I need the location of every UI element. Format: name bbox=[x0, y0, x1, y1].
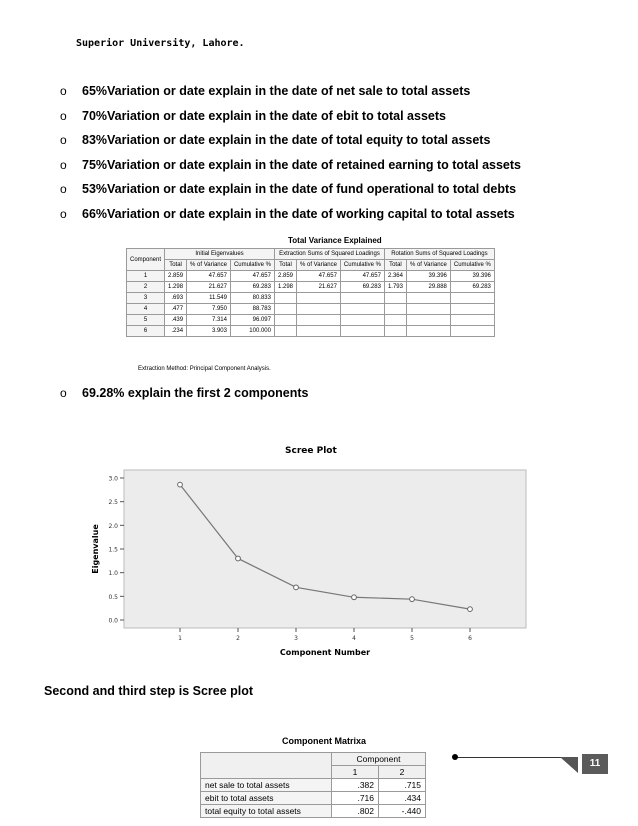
data-point bbox=[352, 595, 357, 600]
x-tick-label: 6 bbox=[468, 635, 472, 642]
component-cell: 6 bbox=[127, 326, 165, 337]
sub-header: Cumulative % bbox=[450, 260, 494, 271]
cell bbox=[406, 293, 450, 304]
variance-table bbox=[126, 248, 495, 337]
row-label: total equity to total assets bbox=[201, 805, 332, 818]
cell: .716 bbox=[332, 792, 379, 805]
cell bbox=[384, 315, 406, 326]
cell: 69.283 bbox=[340, 282, 384, 293]
cell: 21.627 bbox=[187, 282, 231, 293]
table-row bbox=[127, 271, 495, 282]
bullet-text: 65%Variation or date explain in the date of net sale to total assets bbox=[82, 84, 471, 98]
cell: 39.396 bbox=[406, 271, 450, 282]
component-matrix-title: Component Matrixa bbox=[282, 736, 367, 746]
bullet-mark: o bbox=[60, 108, 67, 123]
bullet-text: 70%Variation or date explain in the date of ebit to total assets bbox=[82, 108, 446, 123]
page-rule bbox=[456, 757, 576, 758]
cell bbox=[297, 293, 341, 304]
cell: .439 bbox=[165, 315, 187, 326]
cell bbox=[274, 304, 296, 315]
list-item bbox=[60, 82, 521, 107]
chart-title: Scree Plot bbox=[285, 446, 337, 456]
cell: .715 bbox=[379, 779, 426, 792]
cell: 96.097 bbox=[230, 315, 274, 326]
cell bbox=[340, 304, 384, 315]
cell: 47.657 bbox=[187, 271, 231, 282]
data-point bbox=[468, 607, 473, 612]
sub-header: Total bbox=[274, 260, 296, 271]
table-note: Extraction Method: Principal Component Analysis. bbox=[138, 366, 271, 372]
cell bbox=[450, 315, 494, 326]
cell: 3.903 bbox=[187, 326, 231, 337]
blank-header bbox=[201, 753, 332, 779]
bullet-mark: o bbox=[60, 182, 67, 196]
cell bbox=[406, 326, 450, 337]
cell bbox=[450, 304, 494, 315]
page-ornament bbox=[560, 757, 578, 773]
cell: 2.859 bbox=[165, 271, 187, 282]
data-point bbox=[178, 482, 183, 487]
y-tick-label: 0.0 bbox=[108, 617, 118, 625]
section-caption: Second and third step is Scree plot bbox=[44, 684, 254, 698]
data-point bbox=[410, 597, 415, 602]
bullet-mark: o bbox=[60, 206, 67, 221]
component-cell: 3 bbox=[127, 293, 165, 304]
row-label: ebit to total assets bbox=[201, 792, 332, 805]
group-header: Initial Eigenvalues bbox=[165, 249, 275, 260]
component-cell: 5 bbox=[127, 315, 165, 326]
plot-area bbox=[124, 470, 526, 628]
list-item bbox=[60, 205, 521, 230]
sub-header: % of Variance bbox=[406, 260, 450, 271]
data-point bbox=[236, 556, 241, 561]
summary-bullet bbox=[60, 386, 308, 400]
sub-header: Cumulative % bbox=[230, 260, 274, 271]
cell: 1.298 bbox=[165, 282, 187, 293]
cell: .477 bbox=[165, 304, 187, 315]
cell: .802 bbox=[332, 805, 379, 818]
y-tick-label: 1.0 bbox=[108, 570, 118, 578]
col-header: 2 bbox=[379, 766, 426, 779]
cell: 88.783 bbox=[230, 304, 274, 315]
cell: -.440 bbox=[379, 805, 426, 818]
bullet-mark: o bbox=[60, 84, 67, 98]
group-header: Rotation Sums of Squared Loadings bbox=[384, 249, 494, 260]
table-row bbox=[201, 792, 426, 805]
cell: 80.833 bbox=[230, 293, 274, 304]
y-tick-label: 2.0 bbox=[108, 522, 118, 530]
cell: 47.657 bbox=[340, 271, 384, 282]
x-tick-label: 2 bbox=[236, 635, 240, 642]
y-tick-label: 3.0 bbox=[108, 475, 118, 483]
cell: 1.298 bbox=[274, 282, 296, 293]
component-cell: 4 bbox=[127, 304, 165, 315]
cell: .693 bbox=[165, 293, 187, 304]
cell bbox=[384, 293, 406, 304]
cell: .434 bbox=[379, 792, 426, 805]
page-rule-dot bbox=[452, 754, 458, 760]
cell: 47.657 bbox=[297, 271, 341, 282]
bullet-mark: o bbox=[60, 386, 67, 400]
cell bbox=[340, 293, 384, 304]
bullet-list bbox=[60, 82, 521, 229]
sub-header: Total bbox=[384, 260, 406, 271]
cell bbox=[274, 293, 296, 304]
cell bbox=[274, 326, 296, 337]
list-item bbox=[60, 180, 521, 205]
cell bbox=[340, 326, 384, 337]
cell: 69.283 bbox=[230, 282, 274, 293]
cell: 39.396 bbox=[450, 271, 494, 282]
cell: 11.549 bbox=[187, 293, 231, 304]
component-cell: 2 bbox=[127, 282, 165, 293]
table-row bbox=[201, 805, 426, 818]
variance-table-title: Total Variance Explained bbox=[288, 236, 382, 245]
table-row bbox=[127, 304, 495, 315]
cell bbox=[384, 326, 406, 337]
bullet-text: 66%Variation or date explain in the date of working capital to total assets bbox=[82, 206, 515, 221]
cell: 29.888 bbox=[406, 282, 450, 293]
cell bbox=[406, 304, 450, 315]
x-axis-label: Component Number bbox=[279, 648, 371, 657]
table-row bbox=[127, 282, 495, 293]
cell bbox=[450, 293, 494, 304]
x-tick-label: 1 bbox=[178, 635, 182, 642]
x-tick-label: 5 bbox=[410, 635, 414, 642]
bullet-text: 75%Variation or date explain in the date of retained earning to total assets bbox=[82, 157, 522, 172]
cell: 1.793 bbox=[384, 282, 406, 293]
cell: 7.950 bbox=[187, 304, 231, 315]
cell bbox=[297, 326, 341, 337]
col-header: 1 bbox=[332, 766, 379, 779]
cell bbox=[297, 315, 341, 326]
cell bbox=[450, 326, 494, 337]
table-row bbox=[201, 779, 426, 792]
cell bbox=[384, 304, 406, 315]
bullet-mark: o bbox=[60, 157, 67, 172]
data-point bbox=[294, 585, 299, 590]
table-row bbox=[127, 315, 495, 326]
group-header: Component bbox=[332, 753, 426, 766]
cell: 21.627 bbox=[297, 282, 341, 293]
cell: 47.657 bbox=[230, 271, 274, 282]
y-tick-label: 2.5 bbox=[108, 499, 118, 507]
y-tick-label: 0.5 bbox=[108, 593, 118, 601]
cell: 69.283 bbox=[450, 282, 494, 293]
scree-plot bbox=[80, 440, 530, 665]
y-axis-label: Eigenvalue bbox=[91, 524, 100, 574]
component-cell: 1 bbox=[127, 271, 165, 282]
page-number: 11 bbox=[582, 754, 608, 774]
y-tick-label: 1.5 bbox=[108, 546, 118, 554]
row-label: net sale to total assets bbox=[201, 779, 332, 792]
cell: 7.314 bbox=[187, 315, 231, 326]
cell bbox=[274, 315, 296, 326]
table-row bbox=[127, 326, 495, 337]
sub-header: Total bbox=[165, 260, 187, 271]
page-header: Superior University, Lahore. bbox=[76, 38, 245, 49]
cell: 2.859 bbox=[274, 271, 296, 282]
group-header: Extraction Sums of Squared Loadings bbox=[274, 249, 384, 260]
sub-header: Cumulative % bbox=[340, 260, 384, 271]
x-tick-label: 4 bbox=[352, 635, 356, 642]
bullet-text: 53%Variation or date explain in the date of fund operational to total debts bbox=[82, 182, 517, 196]
component-matrix-table bbox=[200, 752, 426, 818]
sub-header: % of Variance bbox=[297, 260, 341, 271]
bullet-text: 69.28% explain the first 2 components bbox=[82, 386, 309, 400]
bullet-text: 83%Variation or date explain in the date of total equity to total assets bbox=[82, 133, 491, 147]
bullet-mark: o bbox=[60, 133, 67, 147]
list-item bbox=[60, 156, 521, 181]
table-row bbox=[127, 293, 495, 304]
cell: .234 bbox=[165, 326, 187, 337]
cell: 2.364 bbox=[384, 271, 406, 282]
cell: 100.000 bbox=[230, 326, 274, 337]
sub-header: % of Variance bbox=[187, 260, 231, 271]
list-item bbox=[60, 107, 521, 132]
list-item bbox=[60, 131, 521, 156]
component-header: Component bbox=[127, 249, 165, 271]
cell bbox=[297, 304, 341, 315]
x-tick-label: 3 bbox=[294, 635, 298, 642]
cell: .382 bbox=[332, 779, 379, 792]
cell bbox=[406, 315, 450, 326]
cell bbox=[340, 315, 384, 326]
